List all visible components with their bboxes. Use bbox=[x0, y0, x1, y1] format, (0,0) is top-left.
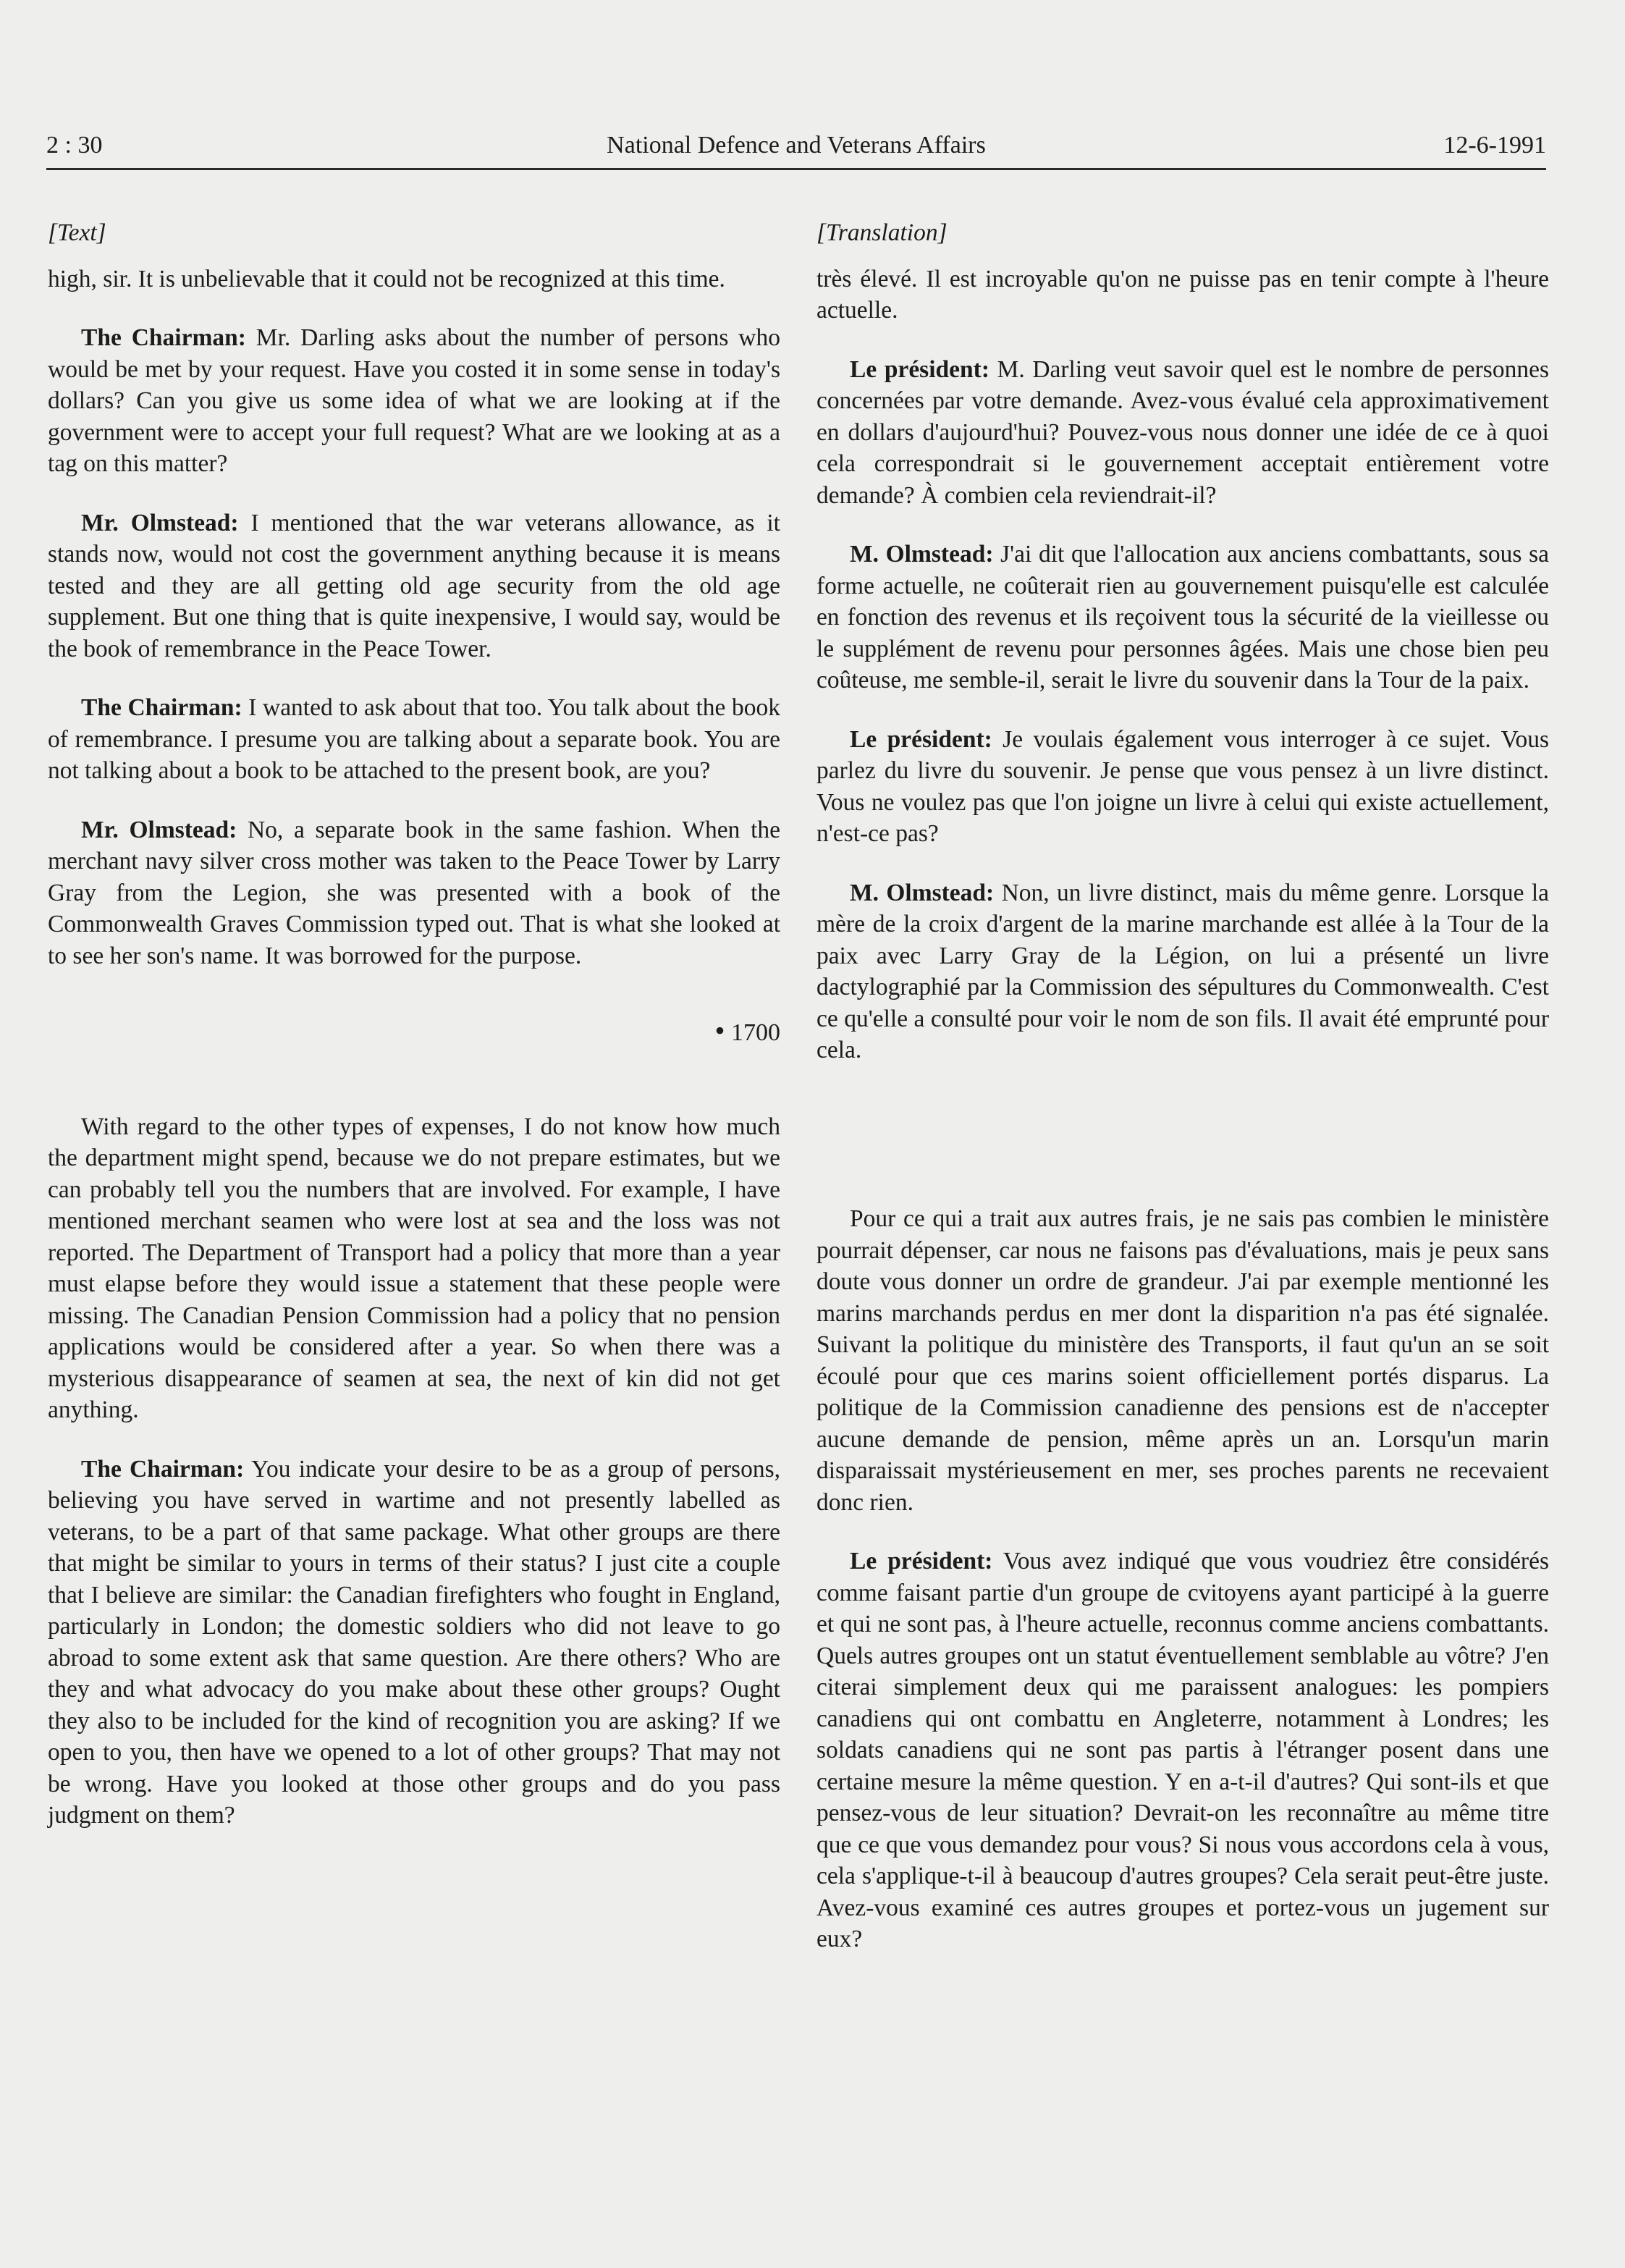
speech-text: Mr. Darling asks about the number of persons who would be met by your request. Have you costed it in some sense in today's dollars? Can you give us some idea of what we are looking at if the government were to accept your full request? What are we looking at as a tag on this matter? bbox=[48, 324, 780, 477]
time-value: 1700 bbox=[731, 1019, 780, 1046]
speaker-name: The Chairman: bbox=[81, 324, 246, 351]
speech-text: I wanted to ask about that too. You talk about the book of remembrance. I presume you are talking about a separate book. You are not talking about a book to be attached to the present book, are you? bbox=[48, 694, 780, 784]
running-title: National Defence and Veterans Affairs bbox=[607, 132, 986, 159]
paragraph: high, sir. It is unbelievable that it could not be recognized at this time. bbox=[48, 265, 725, 292]
speaker-name: Mr. Olmstead: bbox=[81, 509, 239, 536]
speech-text: Je voulais également vous interroger à ce sujet. Vous parlez du livre du souvenir. Je pense que vous pensez à un livre distinct. Vous ne voulez pas que l'on joigne un livre à celui qui existe actuellement, n'est-ce pas? bbox=[816, 725, 1549, 847]
paragraph bbox=[48, 814, 780, 972]
speaker-name: The Chairman: bbox=[81, 1455, 245, 1483]
speech-text: You indicate your desire to be as a group of persons, believing you have served in wartime and not presently labelled as veterans, to be a part of that same package. What other groups are there that might be similar to yours in terms of their status? I just cite a couple that I believe are similar: the Canadian firefighters who fought in England, particularly in London; the domestic soldiers who did not leave to go abroad to some extent ask that same question. Are there others? Who are they and what advocacy do you make about these other groups? Ought they also to be included for the kind of recognition you are asking? If we open to you, then have we opened to a lot of other groups? That may not be wrong. Have you looked at those other groups and do you pass judgment on them? bbox=[48, 1455, 780, 1829]
paragraph: With regard to the other types of expenses, I do not know how much the department might spend, because we do not prepare estimates, but we can probably tell you the numbers that are involved. For example, I have mentioned merchant seamen who were lost at sea and the loss was not reported. The Department of Transport had a policy that more than a year must elapse before they would issue a statement that these people were missing. The Canadian Pension Commission had a policy that no pension applications would be considered after a year. So when there was a mysterious disappearance of seamen at sea, the next of kin did not get anything. bbox=[48, 1113, 780, 1423]
paragraph bbox=[48, 322, 780, 480]
speaker-name: Le président: bbox=[850, 1548, 993, 1574]
paragraph bbox=[816, 539, 1549, 696]
speech-text: No, a separate book in the same fashion. When the merchant navy silver cross mother was taken to the Peace Tower by Larry Gray from the Legion, she was presented with a book of the Commonwealth Graves Commission typed out. That is what she looked at to see her son's name. It was borrowed for the purpose. bbox=[48, 816, 780, 969]
paragraph bbox=[816, 354, 1549, 512]
speaker-name: Mr. Olmstead: bbox=[81, 816, 237, 843]
paragraph: très élevé. Il est incroyable qu'on ne puisse pas en tenir compte à l'heure actuelle. bbox=[816, 265, 1549, 324]
speaker-name: M. Olmstead: bbox=[850, 541, 994, 568]
paragraph bbox=[816, 877, 1549, 1066]
paragraph: Pour ce qui a trait aux autres frais, je ne sais pas combien le ministère pourrait dépenser, car nous ne faisons pas d'évaluations, mais je peux sans doute vous donner un ordre de grandeur. J'ai par exemple mentionné les marins marchands perdus en mer dont la disparition n'a pas été signalée. Suivant la politique du ministère des Transports, il faut qu'un an se soit écoulé pour que ces marins soient officiellement portés disparus. La politique de la Commission canadienne des pensions est de n'accepter aucune demande de pension, même après un an. Lorsqu'un marin disparaissait mystérieusement en mer, ses proches parents ne recevaient donc rien. bbox=[816, 1205, 1549, 1516]
speaker-name: M. Olmstead: bbox=[850, 879, 995, 906]
speech-text: I mentioned that the war veterans allowance, as it stands now, would not cost the government anything because it is means tested and they are all getting old age security from the old age supplement. But one thing that is quite inexpensive, I would say, would be the book of remembrance in the Peace Tower. bbox=[48, 509, 780, 662]
paragraph bbox=[48, 692, 780, 787]
paragraph bbox=[816, 724, 1549, 850]
header-date: 12-6-1991 bbox=[1443, 132, 1546, 159]
speaker-name: The Chairman: bbox=[81, 694, 242, 721]
speaker-name: Le président: bbox=[850, 725, 992, 753]
speech-text: J'ai dit que l'allocation aux anciens combattants, sous sa forme actuelle, ne coûterait rien au gouvernement puisqu'elle est calculée en fonction des revenus et ils reçoivent tous la sécurité de la vieillesse ou le supplément de revenu pour personnes âgées. Mais une chose bien peu coûteuse, me semble-il, serait le livre du souvenir dans la Tour de la paix. bbox=[816, 541, 1549, 694]
page-number: 2 : 30 bbox=[46, 132, 103, 159]
bullet-icon: • bbox=[714, 1014, 725, 1047]
speech-text: Non, un livre distinct, mais du même genre. Lorsque la mère de la croix d'argent de la marine marchande est allée à la Tour de la paix avec Larry Gray de la Légion, on lui a présenté un livre dactylographié par la Commission des sépultures du Commonwealth. C'est ce qu'elle a consulté pour voir le nom de son fils. Il avait été emprunté pour cela. bbox=[816, 879, 1549, 1063]
time-marker bbox=[48, 1015, 780, 1049]
speaker-name: Le président: bbox=[850, 355, 989, 383]
paragraph bbox=[48, 1454, 780, 1831]
paragraph bbox=[48, 507, 780, 665]
speech-text: Vous avez indiqué que vous voudriez être considérés comme faisant partie d'un groupe de cvitoyens ayant participé à la guerre et qui ne sont pas, à l'heure actuelle, reconnus comme anciens combattants. Quels autres groupes ont un statut éventuellement semblable au vôtre? J'en citerai simplement deux qui me paraissent analogues: les pompiers canadiens qui ont combattu en Angleterre, notamment à Londres; les soldats canadiens qui ne sont pas partis à l'étranger posent dans une certaine mesure la même question. Y en a-t-il d'autres? Qui sont-ils et que pensez-vous de leur situation? Devrait-on les reconnaître au même titre que ce que vous demandez pour vous? Si nous vous accordons cela à vous, cela s'applique-t-il à beaucoup d'autres groupes? Cela serait peut-être juste. Avez-vous examiné ces autres groupes et portez-vous un jugement sur eux? bbox=[816, 1548, 1549, 1952]
paragraph bbox=[816, 1546, 1549, 1955]
page-header bbox=[46, 129, 1546, 170]
speech-text: M. Darling veut savoir quel est le nombre de personnes concernées par votre demande. Avez-vous évalué cela approximativement en dollars d'aujourd'hui? Pouvez-vous nous donner une idée de ce à quoi cela correspondrait si le gouvernement acceptait entièrement votre demande? À combien cela reviendrait-il? bbox=[816, 355, 1549, 509]
french-column bbox=[816, 217, 1549, 1983]
english-column bbox=[48, 217, 780, 1859]
column-tag: [Translation] bbox=[816, 219, 947, 246]
column-tag: [Text] bbox=[48, 219, 106, 246]
